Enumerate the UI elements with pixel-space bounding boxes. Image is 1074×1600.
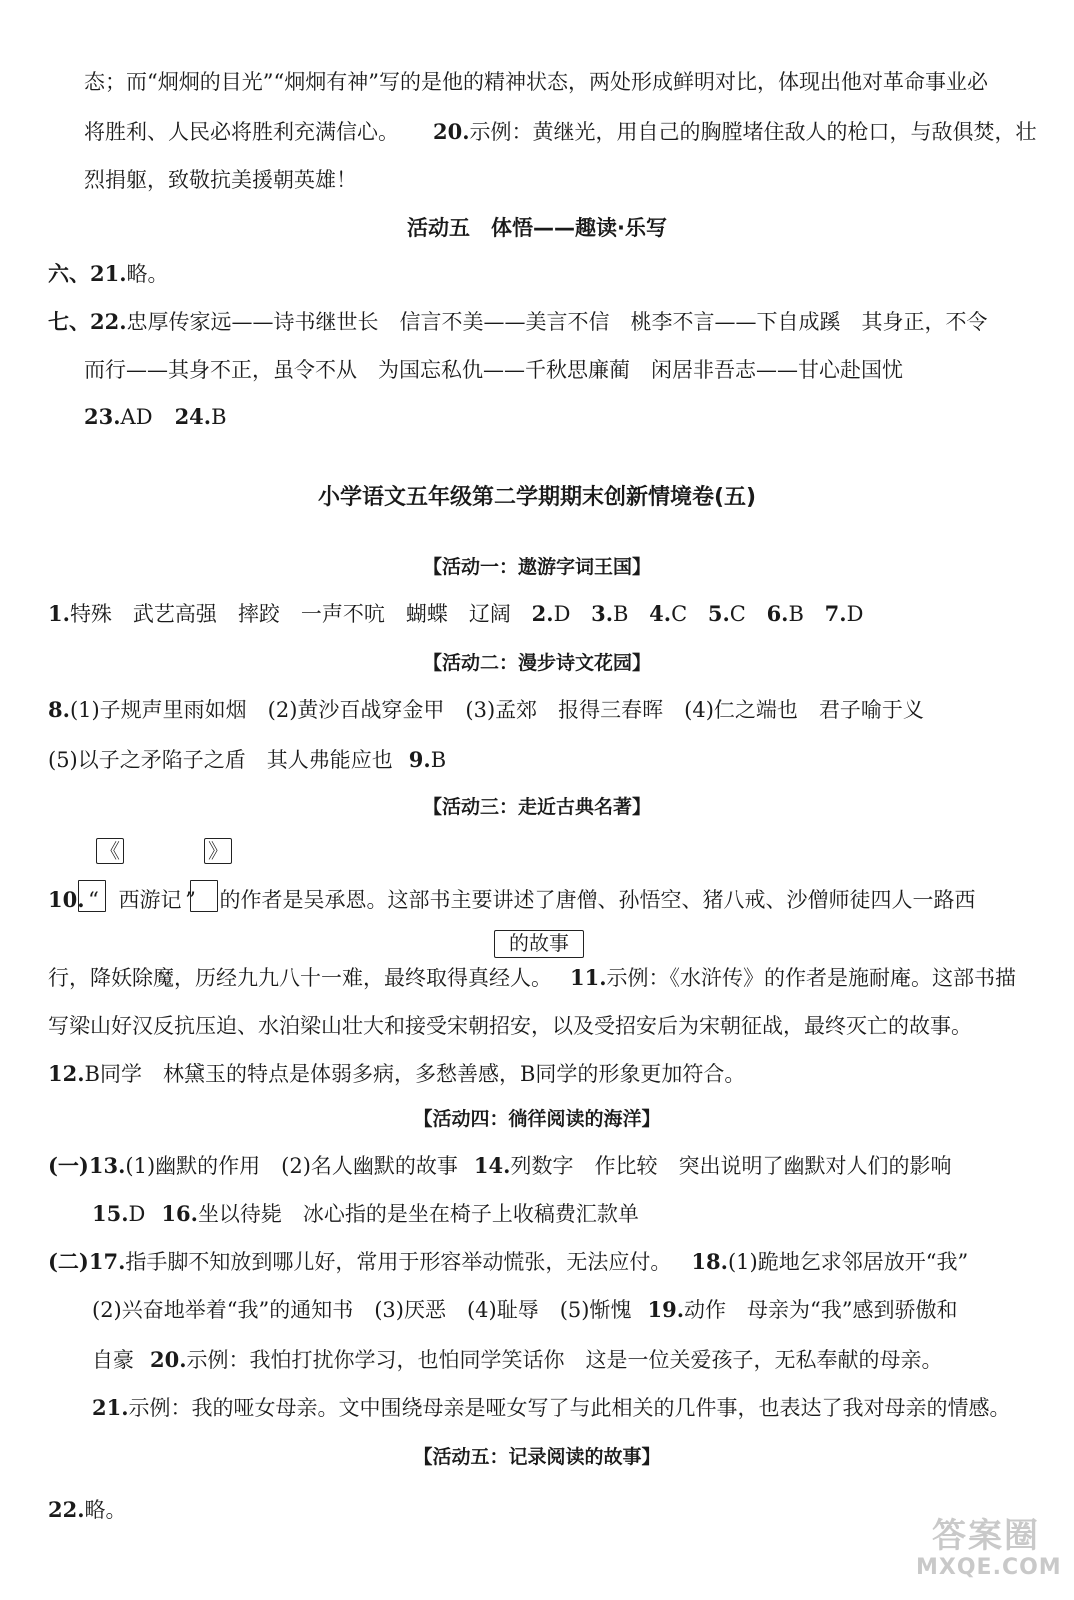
activity-heading: 【活动一：遨游字词王国】 bbox=[422, 556, 651, 578]
correction-insert: 的故事 bbox=[494, 930, 584, 958]
answer-line: (一)13.(1)幽默的作用 (2)名人幽默的故事 14.列数字 作比较 突出说明了幽默对人们的影响 bbox=[48, 1153, 952, 1178]
activity-heading: 【活动四：徜徉阅读的海洋】 bbox=[413, 1108, 661, 1130]
answer-line: 8.(1)子规声里雨如烟 (2)黄沙百战穿金甲 (3)孟郊 报得三春晖 (4)仁之端也 君子喻于义 bbox=[48, 697, 924, 722]
answer-line: 而行——其身不正，虽令不从 为国忘私仇——千秋思廉蔺 闲居非吾志——甘心赴国忧 bbox=[84, 358, 903, 382]
answer-line: (2)兴奋地举着“我”的通知书 (3)厌恶 (4)耻辱 (5)惭愧 19.动作 母亲为“我”感到骄傲和 bbox=[92, 1297, 958, 1322]
answer-line: 12.B同学 林黛玉的特点是体弱多病，多愁善感，B同学的形象更加符合。 bbox=[48, 1061, 746, 1086]
answer-line: 15.D 16.坐以待毙 冰心指的是坐在椅子上收稿费汇款单 bbox=[92, 1201, 639, 1226]
answer-line: (5)以子之矛陷子之盾 其人弗能应也 9.B bbox=[48, 747, 447, 772]
answer-line: 七、22.忠厚传家远——诗书继世长 信言不美——美言不信 桃李不言——下自成蹊 其身正，不令 bbox=[48, 309, 988, 334]
text-line: 态；而“炯炯的目光”“炯炯有神”写的是他的精神状态，两处形成鲜明对比，体现出他对革命事业必 bbox=[84, 70, 988, 94]
answer-line: 1.特殊 武艺高强 摔跤 一声不吭 蝴蝶 辽阔 2.D 3.B 4.C 5.C 6.B 7.D bbox=[48, 601, 864, 626]
answer-line: 23.AD 24.B bbox=[84, 404, 227, 429]
watermark-logo: 答案圈 MXQE.COM bbox=[916, 1516, 1062, 1580]
correction-open-bracket: 《 bbox=[96, 838, 124, 864]
answer-line: (二)17.指手脚不知放到哪儿好，常用于形容举动慌张，无法应付。 18.(1)跪地乞求邻居放开“我” bbox=[48, 1249, 969, 1274]
answer-line: 写梁山好汉反抗压迫、水泊梁山壮大和接受宋朝招安，以及受招安后为宋朝征战，最终灭亡的故事。 bbox=[48, 1014, 972, 1038]
answer-line: 自豪 20.示例：我怕打扰你学习，也怕同学笑话你 这是一位关爱孩子，无私奉献的母亲。 bbox=[92, 1347, 943, 1372]
answer-line: 行，降妖除魔，历经九九八十一难，最终取得真经人。 11.示例：《水浒传》的作者是施耐庵。这部书描 bbox=[48, 965, 1017, 990]
paper-title: 小学语文五年级第二学期期末创新情境卷(五) bbox=[317, 485, 757, 510]
correction-close-bracket: 》 bbox=[204, 838, 232, 864]
answer-line: 21.示例：我的哑女母亲。文中围绕母亲是哑女写了与此相关的几件事，也表达了我对母亲的情感。 bbox=[92, 1395, 1011, 1420]
activity-heading: 【活动二：漫步诗文花园】 bbox=[422, 652, 651, 674]
activity-heading: 【活动三：走近古典名著】 bbox=[422, 796, 651, 818]
answer-line: 10. “ 西游记 ” 的作者是吴承恩。这部书主要讲述了唐僧、孙悟空、猪八戒、沙僧师徒四人一路西 bbox=[48, 887, 976, 912]
activity-heading: 【活动五：记录阅读的故事】 bbox=[413, 1446, 661, 1468]
section-heading: 活动五 体悟——趣读·乐写 bbox=[407, 216, 667, 240]
answer-line: 22.略。 bbox=[48, 1497, 127, 1522]
text-line: 烈捐躯，致敬抗美援朝英雄！ bbox=[84, 168, 357, 192]
text-line: 将胜利、人民必将胜利充满信心。 20.示例：黄继光，用自己的胸膛堵住敌人的枪口，与敌俱焚，壮 bbox=[84, 119, 1037, 144]
answer-line: 六、21.略。 bbox=[48, 261, 169, 286]
